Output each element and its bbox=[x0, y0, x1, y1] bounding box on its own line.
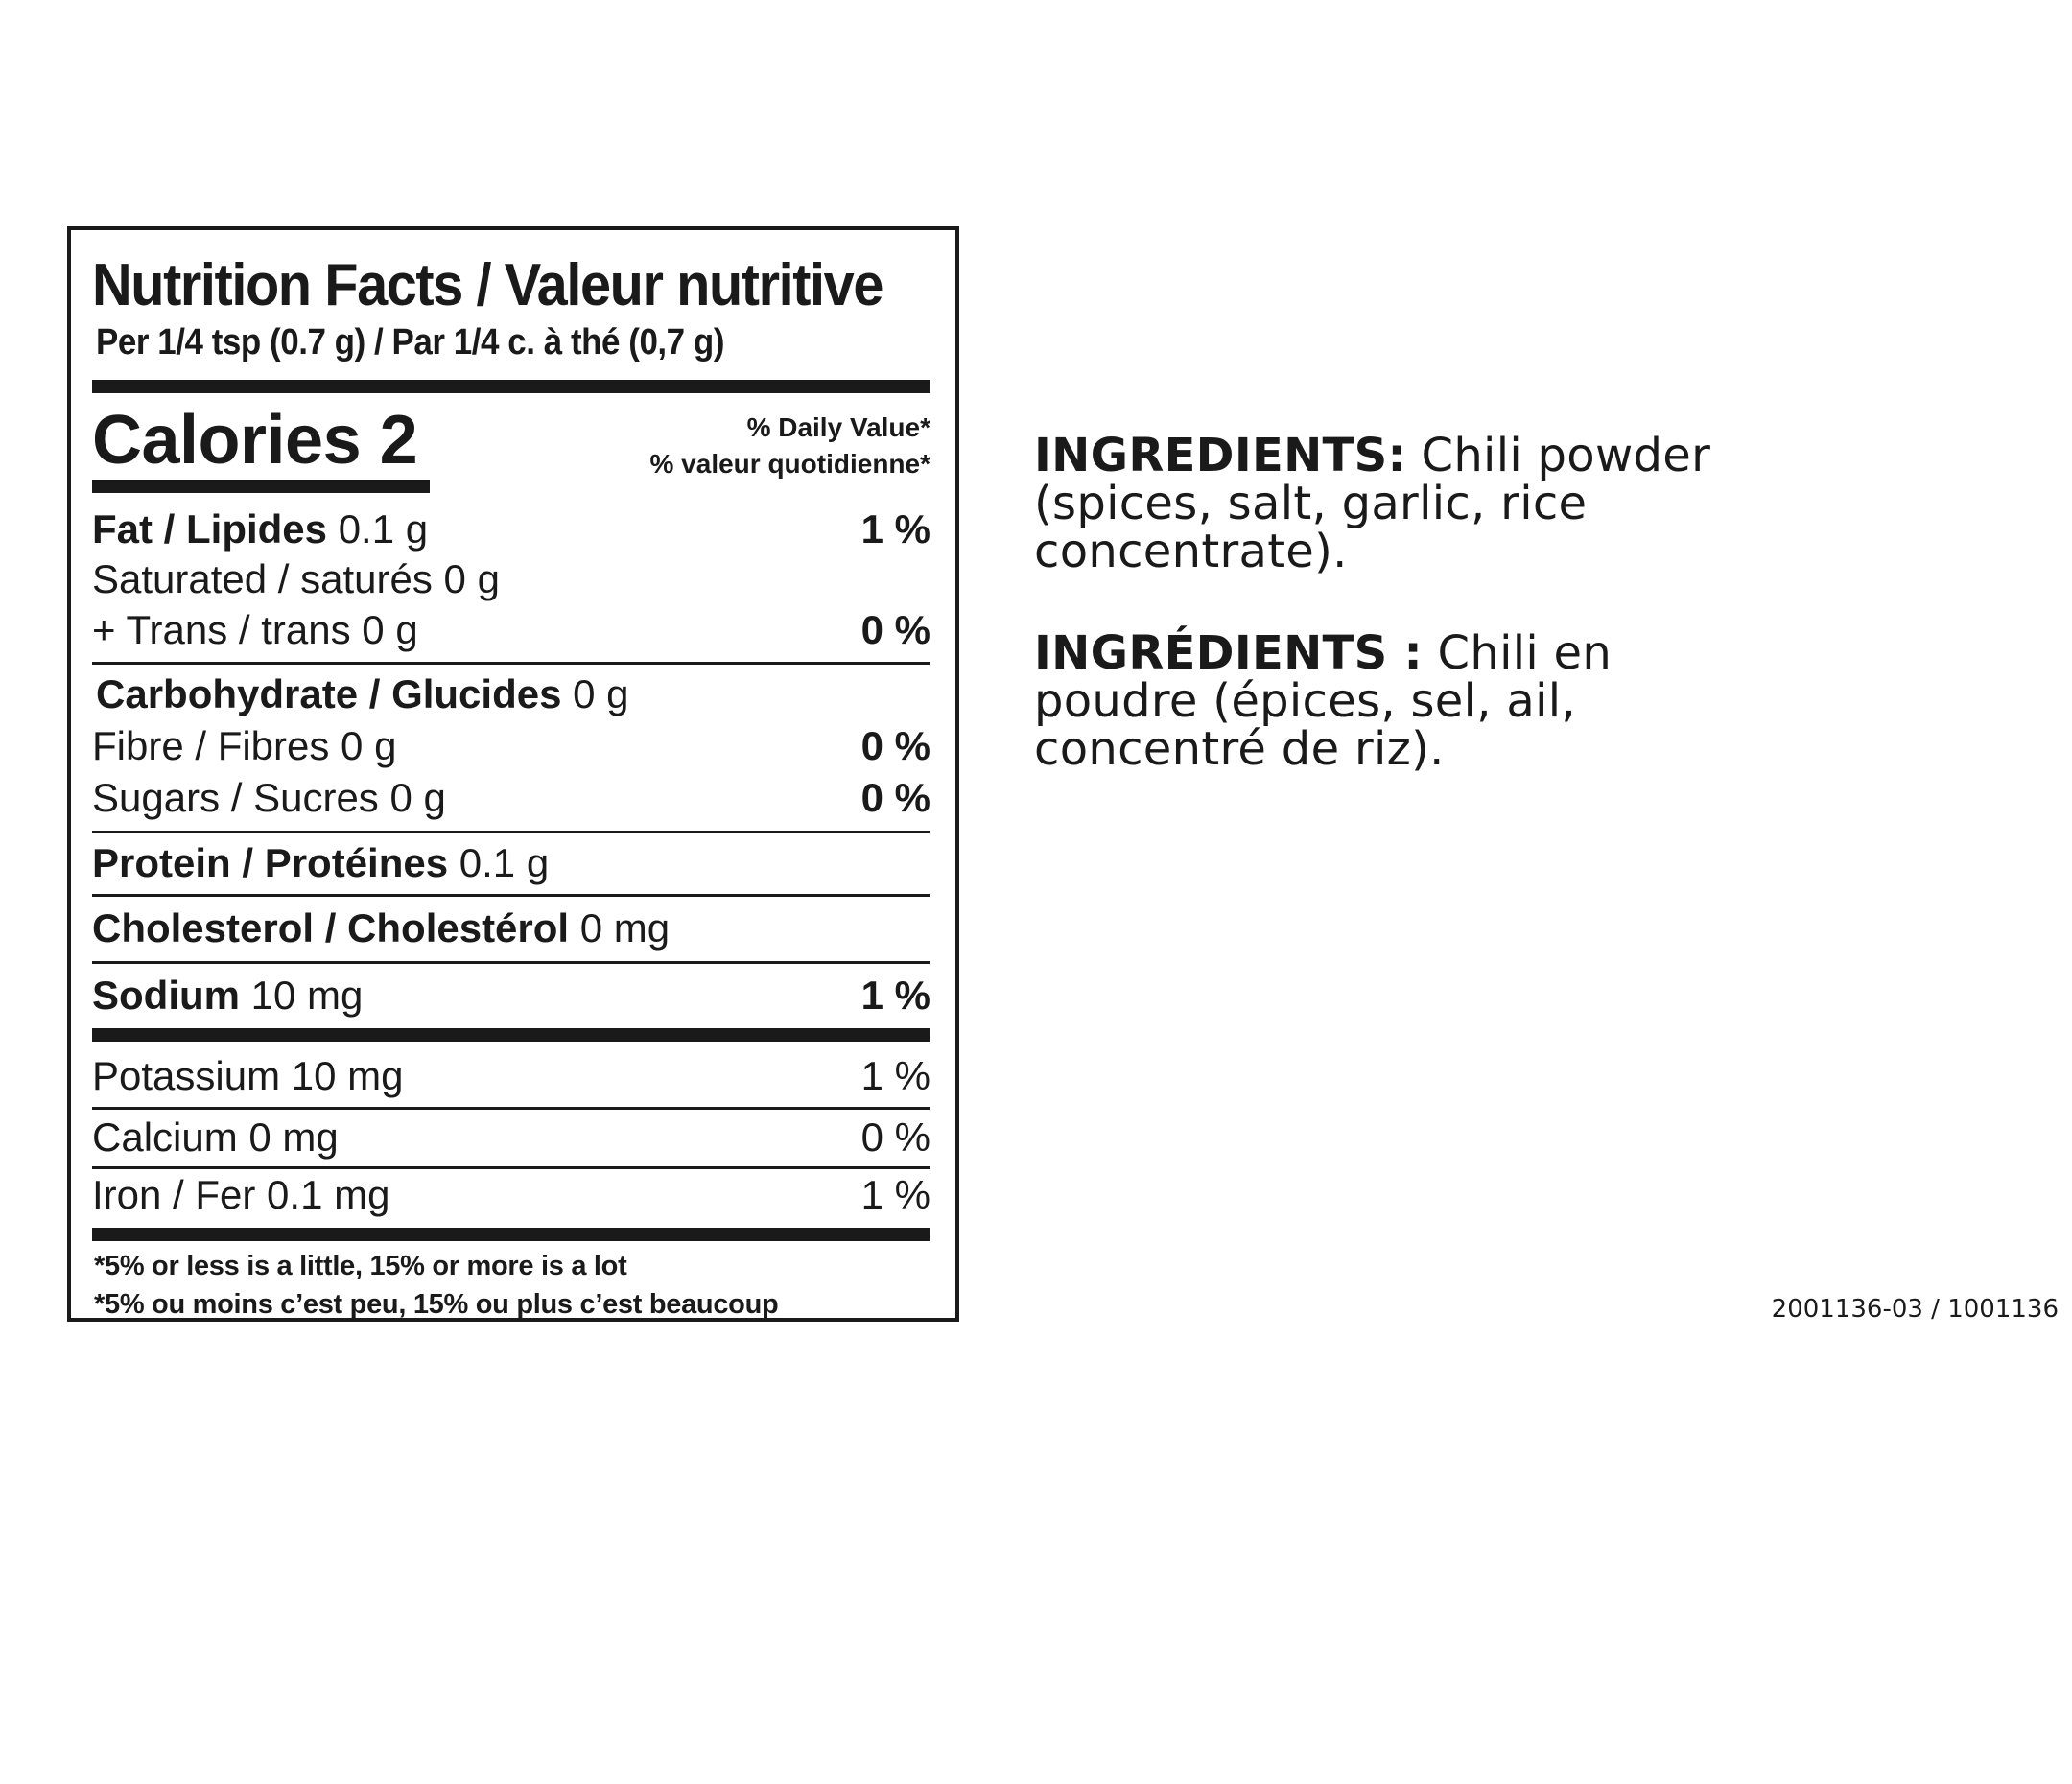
iron-row bbox=[92, 1172, 930, 1222]
carbohydrate-amount: 0 g bbox=[573, 671, 629, 716]
cholesterol-label: Cholesterol / Cholestérol bbox=[92, 905, 570, 951]
footnote-en: *5% or less is a little, 15% or more is a lot bbox=[94, 1251, 627, 1281]
fibre-pct: 0 % bbox=[860, 723, 930, 768]
protein-row bbox=[92, 840, 930, 890]
footnote-fr: *5% ou moins c’est peu, 15% ou plus c’est beaucoup bbox=[94, 1289, 779, 1320]
potassium-row bbox=[92, 1053, 930, 1103]
calcium-pct: 0 % bbox=[860, 1115, 930, 1160]
daily-value-header-fr: % valeur quotidienne* bbox=[649, 449, 930, 479]
divider bbox=[92, 1107, 930, 1110]
divider bbox=[92, 662, 930, 665]
calories: Calories 2 bbox=[92, 402, 418, 479]
trans-pct: 0 % bbox=[860, 607, 930, 652]
ingredients-en-heading: INGREDIENTS: bbox=[1034, 429, 1406, 482]
sugars-row bbox=[92, 775, 930, 825]
potassium-pct: 1 % bbox=[860, 1053, 930, 1098]
ingredients-fr-heading: INGRÉDIENTS : bbox=[1034, 626, 1423, 680]
divider bbox=[92, 894, 930, 897]
sugars-pct: 0 % bbox=[860, 775, 930, 820]
ingredients-fr-text: Chili en poudre (épices, sel, ail, concentré de riz). bbox=[1034, 626, 1613, 776]
sugars-label: Sugars / Sucres 0 g bbox=[92, 775, 446, 820]
divider bbox=[92, 961, 930, 964]
trans-row bbox=[92, 607, 930, 657]
fat-row bbox=[92, 506, 930, 556]
sodium-amount: 10 mg bbox=[250, 973, 364, 1018]
calcium-row bbox=[92, 1115, 930, 1164]
saturated-label: Saturated / saturés 0 g bbox=[92, 556, 500, 601]
calcium-label: Calcium 0 mg bbox=[92, 1115, 339, 1160]
nutrition-title: Nutrition Facts / Valeur nutritive bbox=[92, 252, 883, 318]
carbohydrate-label: Carbohydrate / Glucides bbox=[96, 671, 562, 716]
sodium-row bbox=[92, 973, 930, 1022]
ingredients-fr bbox=[1034, 626, 1763, 776]
carbohydrate-row bbox=[92, 671, 930, 721]
protein-label: Protein / Protéines bbox=[92, 840, 449, 885]
potassium-label: Potassium 10 mg bbox=[92, 1053, 404, 1098]
sodium-pct: 1 % bbox=[860, 973, 930, 1018]
fat-label: Fat / Lipides bbox=[92, 506, 328, 552]
ingredients-en bbox=[1034, 429, 1763, 578]
sodium-label: Sodium bbox=[92, 973, 240, 1018]
fibre-label: Fibre / Fibres 0 g bbox=[92, 723, 397, 768]
iron-pct: 1 % bbox=[860, 1172, 930, 1217]
daily-value-header-en: % Daily Value* bbox=[746, 412, 930, 442]
fat-amount: 0.1 g bbox=[338, 506, 429, 552]
calories-underline bbox=[92, 480, 430, 493]
iron-label: Iron / Fer 0.1 mg bbox=[92, 1172, 390, 1217]
thick-divider bbox=[92, 1028, 930, 1042]
cholesterol-amount: 0 mg bbox=[579, 905, 671, 951]
product-code: 2001136-03 / 1001136 bbox=[1771, 1295, 2059, 1324]
trans-label: + Trans / trans 0 g bbox=[92, 607, 418, 652]
thick-divider bbox=[92, 1228, 930, 1241]
serving-size: Per 1/4 tsp (0.7 g) / Par 1/4 c. à thé (0,7 g) bbox=[96, 322, 724, 363]
fibre-row bbox=[92, 723, 930, 773]
fat-pct: 1 % bbox=[860, 506, 930, 552]
cholesterol-row bbox=[92, 905, 930, 955]
ingredients-en-text: Chili powder (spices, salt, garlic, rice concentrate). bbox=[1034, 429, 1711, 578]
saturated-row bbox=[92, 556, 930, 606]
protein-amount: 0.1 g bbox=[459, 840, 550, 885]
divider bbox=[92, 831, 930, 833]
thick-divider bbox=[92, 380, 930, 393]
divider bbox=[92, 1166, 930, 1169]
nutrition-facts-table bbox=[67, 226, 959, 1322]
